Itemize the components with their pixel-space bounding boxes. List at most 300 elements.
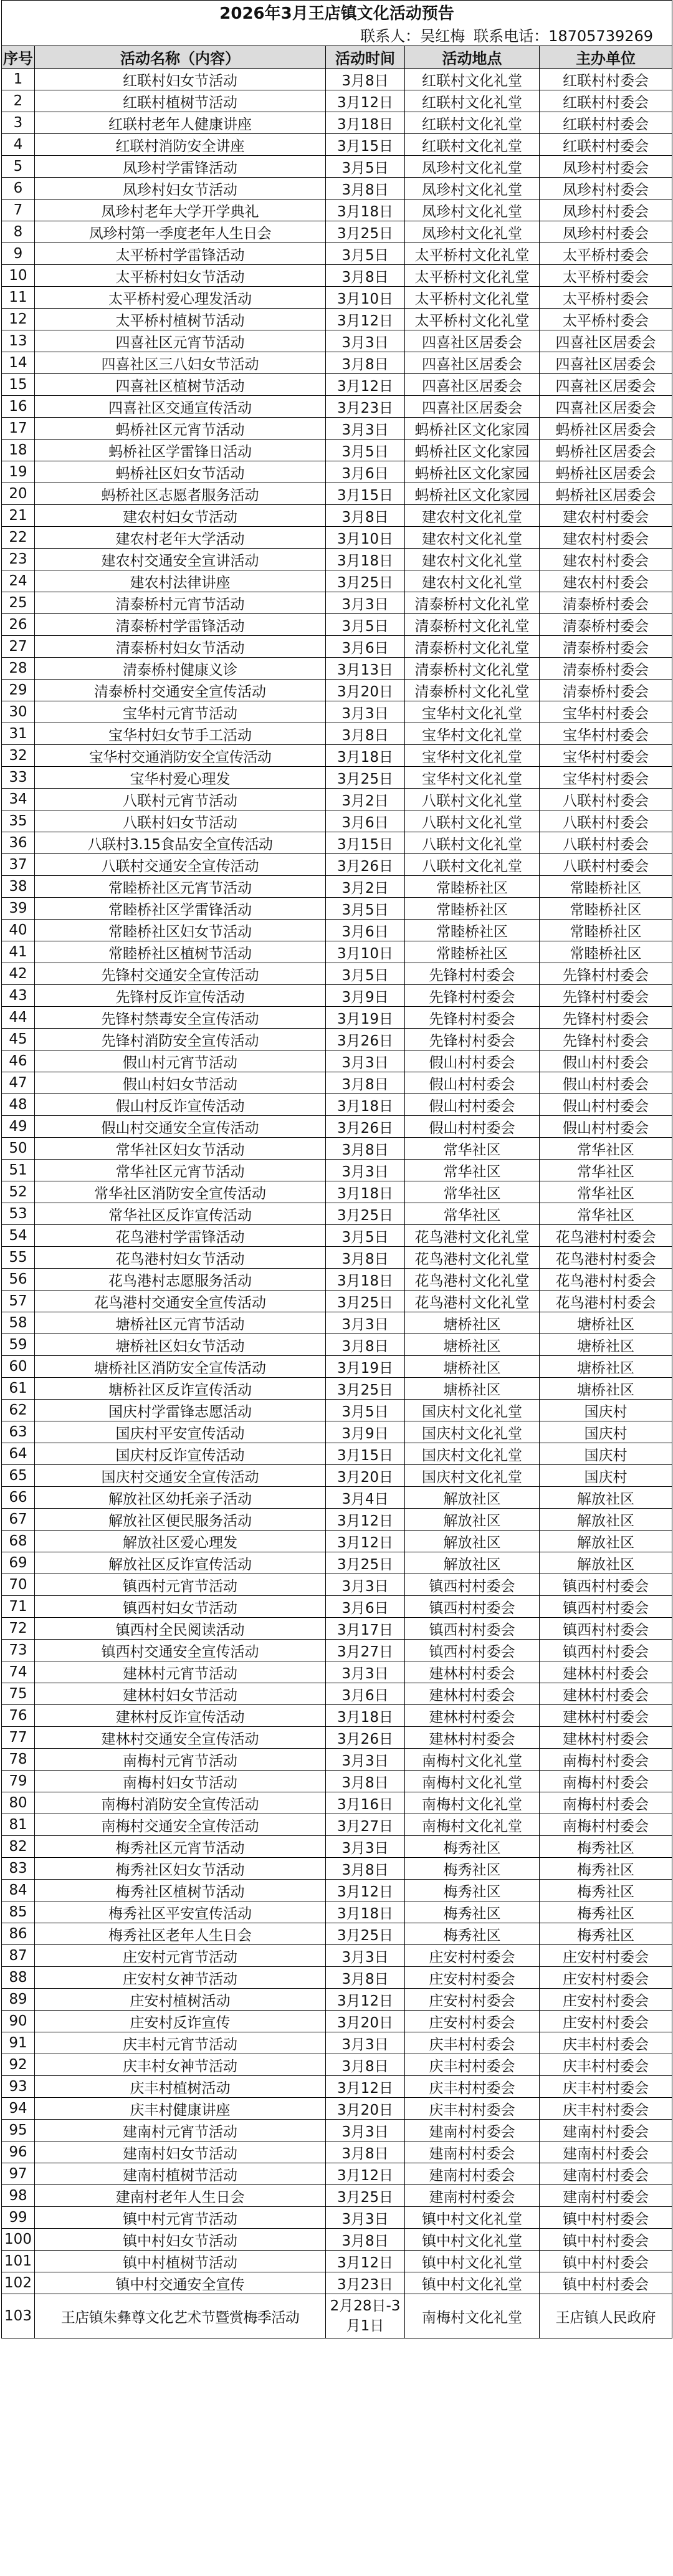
row-index: 11 (2, 287, 35, 309)
row-index: 46 (2, 1050, 35, 1072)
activity-organizer: 先锋村村委会 (540, 1029, 672, 1050)
table-row (2, 1421, 672, 1443)
row-index: 7 (2, 199, 35, 221)
table-row (2, 352, 672, 374)
activity-location: 红联村文化礼堂 (405, 90, 540, 112)
activity-time: 3月6日 (326, 920, 405, 941)
activity-name: 建林村元宵节活动 (35, 1661, 326, 1683)
activity-organizer: 建农村村委会 (540, 570, 672, 592)
activity-time: 2月28日-3月1日 (326, 2294, 405, 2338)
activity-time: 3月26日 (326, 1116, 405, 1138)
table-row (2, 2120, 672, 2141)
activity-name: 国庆村平安宣传活动 (35, 1421, 326, 1443)
row-index: 1 (2, 69, 35, 90)
activity-time: 3月25日 (326, 1290, 405, 1312)
activity-time: 3月3日 (326, 1661, 405, 1683)
activity-organizer: 庆丰村村委会 (540, 2098, 672, 2120)
activity-name: 建农村法律讲座 (35, 570, 326, 592)
row-index: 8 (2, 221, 35, 243)
activity-organizer: 建农村村委会 (540, 527, 672, 549)
activity-organizer: 八联村村委会 (540, 832, 672, 854)
row-index: 40 (2, 920, 35, 941)
table-row (2, 549, 672, 570)
activity-location: 假山村村委会 (405, 1094, 540, 1116)
activity-organizer: 王店镇人民政府 (540, 2294, 672, 2338)
activity-time: 3月3日 (326, 1312, 405, 1334)
activity-location: 八联村文化礼堂 (405, 789, 540, 810)
activity-time: 3月9日 (326, 985, 405, 1007)
activity-location: 太平桥村文化礼堂 (405, 309, 540, 330)
table-row (2, 1050, 672, 1072)
row-index: 49 (2, 1116, 35, 1138)
activity-name: 梅秀社区元宵节活动 (35, 1836, 326, 1858)
activity-location: 常华社区 (405, 1203, 540, 1225)
row-index: 90 (2, 2011, 35, 2032)
table-row (2, 941, 672, 963)
activity-name: 红联村妇女节活动 (35, 69, 326, 90)
table-row (2, 1225, 672, 1247)
table-row (2, 440, 672, 461)
activity-name: 宝华村爱心理发 (35, 767, 326, 789)
activity-name: 镇中村妇女节活动 (35, 2229, 326, 2251)
activity-location: 塘桥社区 (405, 1312, 540, 1334)
row-index: 92 (2, 2054, 35, 2076)
row-index: 54 (2, 1225, 35, 1247)
activity-organizer: 八联村村委会 (540, 854, 672, 876)
activity-organizer: 四喜社区居委会 (540, 330, 672, 352)
activity-organizer: 四喜社区居委会 (540, 396, 672, 418)
activity-organizer: 常华社区 (540, 1203, 672, 1225)
activity-location: 庆丰村村委会 (405, 2032, 540, 2054)
table-row (2, 156, 672, 178)
activity-name: 红联村老年人健康讲座 (35, 112, 326, 134)
activity-table (1, 0, 672, 2338)
activity-name: 凤珍村老年大学开学典礼 (35, 199, 326, 221)
row-index: 9 (2, 243, 35, 265)
activity-name: 庄安村反诈宣传 (35, 2011, 326, 2032)
activity-location: 凤珍村文化礼堂 (405, 156, 540, 178)
activity-location: 四喜社区居委会 (405, 374, 540, 396)
row-index: 62 (2, 1400, 35, 1421)
activity-name: 先锋村反诈宣传活动 (35, 985, 326, 1007)
activity-organizer: 镇中村村委会 (540, 2207, 672, 2229)
activity-location: 镇西村村委会 (405, 1574, 540, 1596)
activity-time: 3月26日 (326, 1727, 405, 1749)
column-header-index: 序号 (2, 46, 35, 69)
table-row (2, 1531, 672, 1552)
activity-time: 3月8日 (326, 2141, 405, 2163)
activity-location: 花鸟港村文化礼堂 (405, 1290, 540, 1312)
activity-name: 塘桥社区反诈宣传活动 (35, 1378, 326, 1400)
activity-organizer: 建南村村委会 (540, 2120, 672, 2141)
activity-name: 建农村老年大学活动 (35, 527, 326, 549)
activity-time: 3月20日 (326, 2011, 405, 2032)
activity-name: 国庆村学雷锋志愿活动 (35, 1400, 326, 1421)
activity-time: 3月26日 (326, 854, 405, 876)
activity-location: 南梅村文化礼堂 (405, 1749, 540, 1771)
activity-name: 花鸟港村交通安全宣传活动 (35, 1290, 326, 1312)
table-row (2, 570, 672, 592)
table-row (2, 1618, 672, 1640)
row-index: 61 (2, 1378, 35, 1400)
row-index: 31 (2, 723, 35, 745)
table-row (2, 1901, 672, 1923)
activity-location: 南梅村文化礼堂 (405, 1771, 540, 1792)
table-row (2, 2054, 672, 2076)
table-row (2, 1116, 672, 1138)
activity-time: 3月4日 (326, 1487, 405, 1509)
activity-time: 3月12日 (326, 2076, 405, 2098)
activity-name: 梅秀社区平安宣传活动 (35, 1901, 326, 1923)
activity-name: 凤珍村妇女节活动 (35, 178, 326, 199)
activity-location: 宝华村文化礼堂 (405, 745, 540, 767)
activity-name: 蚂桥社区元宵节活动 (35, 418, 326, 440)
activity-name: 建林村反诈宣传活动 (35, 1705, 326, 1727)
activity-name: 宝华村交通消防安全宣传活动 (35, 745, 326, 767)
activity-organizer: 庆丰村村委会 (540, 2076, 672, 2098)
row-index: 82 (2, 1836, 35, 1858)
activity-time: 3月3日 (326, 1945, 405, 1967)
activity-name: 国庆村交通安全宣传活动 (35, 1465, 326, 1487)
activity-location: 国庆村文化礼堂 (405, 1465, 540, 1487)
activity-location: 太平桥村文化礼堂 (405, 243, 540, 265)
activity-organizer: 常睦桥社区 (540, 898, 672, 920)
activity-name: 花鸟港村妇女节活动 (35, 1247, 326, 1269)
row-index: 32 (2, 745, 35, 767)
table-row (2, 1640, 672, 1661)
activity-organizer: 国庆村 (540, 1465, 672, 1487)
table-row (2, 1858, 672, 1880)
activity-time: 3月18日 (326, 1094, 405, 1116)
activity-location: 常睦桥社区 (405, 941, 540, 963)
table-row (2, 1160, 672, 1181)
row-index: 67 (2, 1509, 35, 1531)
row-index: 42 (2, 963, 35, 985)
activity-name: 清泰桥村元宵节活动 (35, 592, 326, 614)
table-row (2, 1400, 672, 1421)
activity-organizer: 先锋村村委会 (540, 1007, 672, 1029)
table-row (2, 1094, 672, 1116)
activity-location: 蚂桥社区文化家园 (405, 418, 540, 440)
activity-organizer: 镇西村村委会 (540, 1596, 672, 1618)
table-row (2, 1596, 672, 1618)
row-index: 39 (2, 898, 35, 920)
activity-time: 3月25日 (326, 1203, 405, 1225)
activity-name: 梅秀社区妇女节活动 (35, 1858, 326, 1880)
activity-location: 清泰桥村文化礼堂 (405, 592, 540, 614)
activity-name: 八联村元宵节活动 (35, 789, 326, 810)
activity-name: 镇西村元宵节活动 (35, 1574, 326, 1596)
activity-time: 3月3日 (326, 592, 405, 614)
activity-time: 3月25日 (326, 221, 405, 243)
activity-name: 塘桥社区消防安全宣传活动 (35, 1356, 326, 1378)
row-index: 14 (2, 352, 35, 374)
activity-organizer: 蚂桥社区居委会 (540, 461, 672, 483)
activity-name: 庆丰村植树活动 (35, 2076, 326, 2098)
activity-name: 蚂桥社区学雷锋日活动 (35, 440, 326, 461)
table-row (2, 614, 672, 636)
row-index: 73 (2, 1640, 35, 1661)
activity-name: 蚂桥社区志愿者服务活动 (35, 483, 326, 505)
activity-name: 假山村元宵节活动 (35, 1050, 326, 1072)
table-row (2, 1967, 672, 1989)
activity-location: 四喜社区居委会 (405, 352, 540, 374)
activity-location: 建农村文化礼堂 (405, 527, 540, 549)
activity-organizer: 解放社区 (540, 1487, 672, 1509)
table-row (2, 1509, 672, 1531)
activity-name: 建农村交通安全宣讲活动 (35, 549, 326, 570)
activity-time: 3月8日 (326, 1334, 405, 1356)
activity-time: 3月3日 (326, 1160, 405, 1181)
activity-organizer: 清泰桥村委会 (540, 680, 672, 701)
table-row (2, 418, 672, 440)
row-index: 78 (2, 1749, 35, 1771)
table-row (2, 963, 672, 985)
activity-organizer: 国庆村 (540, 1421, 672, 1443)
activity-name: 假山村反诈宣传活动 (35, 1094, 326, 1116)
row-index: 74 (2, 1661, 35, 1683)
table-row (2, 1334, 672, 1356)
row-index: 95 (2, 2120, 35, 2141)
row-index: 102 (2, 2272, 35, 2294)
activity-location: 假山村村委会 (405, 1050, 540, 1072)
activity-organizer: 南梅村村委会 (540, 1771, 672, 1792)
row-index: 43 (2, 985, 35, 1007)
activity-organizer: 太平桥村委会 (540, 243, 672, 265)
activity-location: 八联村文化礼堂 (405, 854, 540, 876)
table-row (2, 745, 672, 767)
table-body (2, 1, 672, 2338)
activity-time: 3月19日 (326, 1356, 405, 1378)
activity-location: 庄安村村委会 (405, 1967, 540, 1989)
activity-location: 凤珍村文化礼堂 (405, 221, 540, 243)
row-index: 100 (2, 2229, 35, 2251)
activity-organizer: 八联村村委会 (540, 810, 672, 832)
activity-organizer: 南梅村村委会 (540, 1749, 672, 1771)
table-row (2, 854, 672, 876)
activity-location: 常华社区 (405, 1138, 540, 1160)
table-row (2, 1661, 672, 1683)
row-index: 24 (2, 570, 35, 592)
activity-time: 3月12日 (326, 1989, 405, 2011)
activity-location: 国庆村文化礼堂 (405, 1421, 540, 1443)
table-row (2, 69, 672, 90)
row-index: 48 (2, 1094, 35, 1116)
table-row (2, 1836, 672, 1858)
activity-organizer: 假山村村委会 (540, 1116, 672, 1138)
table-row (2, 701, 672, 723)
table-row (2, 1181, 672, 1203)
activity-name: 常华社区反诈宣传活动 (35, 1203, 326, 1225)
activity-name: 解放社区便民服务活动 (35, 1509, 326, 1531)
table-row (2, 2294, 672, 2338)
activity-name: 四喜社区植树节活动 (35, 374, 326, 396)
table-row (2, 483, 672, 505)
table-row (2, 985, 672, 1007)
activity-location: 庄安村村委会 (405, 1945, 540, 1967)
activity-location: 建林村村委会 (405, 1705, 540, 1727)
activity-location: 梅秀社区 (405, 1880, 540, 1901)
row-index: 84 (2, 1880, 35, 1901)
table-row (2, 134, 672, 156)
activity-organizer: 镇中村村委会 (540, 2272, 672, 2294)
activity-name: 国庆村反诈宣传活动 (35, 1443, 326, 1465)
activity-name: 常睦桥社区元宵节活动 (35, 876, 326, 898)
activity-organizer: 庆丰村村委会 (540, 2032, 672, 2054)
activity-organizer: 先锋村村委会 (540, 963, 672, 985)
activity-location: 宝华村文化礼堂 (405, 701, 540, 723)
activity-time: 3月5日 (326, 243, 405, 265)
table-row (2, 1356, 672, 1378)
activity-time: 3月12日 (326, 374, 405, 396)
activity-name: 常华社区元宵节活动 (35, 1160, 326, 1181)
activity-time: 3月16日 (326, 1792, 405, 1814)
activity-location: 镇中村文化礼堂 (405, 2229, 540, 2251)
row-index: 81 (2, 1814, 35, 1836)
activity-organizer: 常睦桥社区 (540, 920, 672, 941)
activity-location: 红联村文化礼堂 (405, 69, 540, 90)
activity-location: 花鸟港村文化礼堂 (405, 1225, 540, 1247)
activity-location: 庆丰村村委会 (405, 2098, 540, 2120)
activity-time: 3月8日 (326, 723, 405, 745)
row-index: 3 (2, 112, 35, 134)
row-index: 50 (2, 1138, 35, 1160)
activity-time: 3月13日 (326, 658, 405, 680)
table-row (2, 723, 672, 745)
row-index: 18 (2, 440, 35, 461)
activity-organizer: 庆丰村村委会 (540, 2054, 672, 2076)
activity-organizer: 梅秀社区 (540, 1901, 672, 1923)
activity-organizer: 太平桥村委会 (540, 265, 672, 287)
contact-phone: 联系电话：18705739269 (474, 27, 654, 45)
activity-organizer: 国庆村 (540, 1400, 672, 1421)
activity-location: 蚂桥社区文化家园 (405, 440, 540, 461)
activity-organizer: 红联村村委会 (540, 90, 672, 112)
activity-location: 国庆村文化礼堂 (405, 1443, 540, 1465)
activity-location: 建农村文化礼堂 (405, 570, 540, 592)
activity-organizer: 镇中村村委会 (540, 2251, 672, 2272)
activity-name: 王店镇朱彝尊文化艺术节暨赏梅季活动 (35, 2294, 326, 2338)
activity-name: 花鸟港村志愿服务活动 (35, 1269, 326, 1290)
row-index: 25 (2, 592, 35, 614)
activity-name: 解放社区幼托亲子活动 (35, 1487, 326, 1509)
activity-organizer: 花鸟港村村委会 (540, 1225, 672, 1247)
activity-organizer: 花鸟港村村委会 (540, 1269, 672, 1290)
row-index: 22 (2, 527, 35, 549)
activity-location: 解放社区 (405, 1531, 540, 1552)
activity-name: 建南村老年人生日会 (35, 2185, 326, 2207)
row-index: 103 (2, 2294, 35, 2338)
activity-organizer: 南梅村村委会 (540, 1814, 672, 1836)
row-index: 98 (2, 2185, 35, 2207)
activity-location: 先锋村村委会 (405, 1007, 540, 1029)
row-index: 53 (2, 1203, 35, 1225)
row-index: 59 (2, 1334, 35, 1356)
activity-location: 蚂桥社区文化家园 (405, 461, 540, 483)
row-index: 51 (2, 1160, 35, 1181)
column-header-time: 活动时间 (326, 46, 405, 69)
row-index: 41 (2, 941, 35, 963)
activity-organizer: 建林村村委会 (540, 1727, 672, 1749)
activity-time: 3月25日 (326, 2185, 405, 2207)
activity-location: 宝华村文化礼堂 (405, 767, 540, 789)
activity-time: 3月2日 (326, 876, 405, 898)
activity-name: 太平桥村学雷锋活动 (35, 243, 326, 265)
activity-name: 镇西村妇女节活动 (35, 1596, 326, 1618)
activity-name: 四喜社区三八妇女节活动 (35, 352, 326, 374)
activity-name: 塘桥社区妇女节活动 (35, 1334, 326, 1356)
table-row (2, 90, 672, 112)
row-index: 70 (2, 1574, 35, 1596)
page-title: 2026年3月王店镇文化活动预告 (2, 1, 672, 24)
activity-location: 镇西村村委会 (405, 1640, 540, 1661)
activity-name: 梅秀社区植树节活动 (35, 1880, 326, 1901)
activity-name: 红联村消防安全讲座 (35, 134, 326, 156)
table-row (2, 1705, 672, 1727)
activity-time: 3月15日 (326, 483, 405, 505)
table-row (2, 2163, 672, 2185)
activity-name: 镇中村交通安全宣传 (35, 2272, 326, 2294)
activity-location: 国庆村文化礼堂 (405, 1400, 540, 1421)
activity-name: 太平桥村植树节活动 (35, 309, 326, 330)
activity-time: 3月12日 (326, 1509, 405, 1531)
activity-organizer: 庄安村村委会 (540, 1989, 672, 2011)
activity-location: 先锋村村委会 (405, 1029, 540, 1050)
activity-name: 花鸟港村学雷锋活动 (35, 1225, 326, 1247)
activity-time: 3月5日 (326, 898, 405, 920)
activity-organizer: 宝华村村委会 (540, 723, 672, 745)
activity-name: 庆丰村元宵节活动 (35, 2032, 326, 2054)
activity-location: 镇中村文化礼堂 (405, 2207, 540, 2229)
row-index: 19 (2, 461, 35, 483)
activity-time: 3月5日 (326, 156, 405, 178)
activity-time: 3月8日 (326, 265, 405, 287)
activity-time: 3月6日 (326, 636, 405, 658)
activity-organizer: 镇西村村委会 (540, 1618, 672, 1640)
activity-location: 凤珍村文化礼堂 (405, 199, 540, 221)
table-row (2, 1269, 672, 1290)
activity-time: 3月8日 (326, 1138, 405, 1160)
activity-name: 常华社区消防安全宣传活动 (35, 1181, 326, 1203)
activity-name: 镇中村植树节活动 (35, 2251, 326, 2272)
activity-location: 清泰桥村文化礼堂 (405, 658, 540, 680)
activity-name: 蚂桥社区妇女节活动 (35, 461, 326, 483)
activity-organizer: 假山村村委会 (540, 1050, 672, 1072)
row-index: 36 (2, 832, 35, 854)
title-row (2, 1, 672, 24)
activity-time: 3月25日 (326, 1923, 405, 1945)
activity-time: 3月12日 (326, 1880, 405, 1901)
activity-organizer: 镇西村村委会 (540, 1574, 672, 1596)
row-index: 56 (2, 1269, 35, 1290)
activity-name: 四喜社区交通宣传活动 (35, 396, 326, 418)
row-index: 87 (2, 1945, 35, 1967)
table-row (2, 1029, 672, 1050)
activity-location: 镇中村文化礼堂 (405, 2272, 540, 2294)
activity-name: 太平桥村妇女节活动 (35, 265, 326, 287)
activity-time: 3月3日 (326, 1749, 405, 1771)
activity-location: 南梅村文化礼堂 (405, 1792, 540, 1814)
activity-organizer: 建农村村委会 (540, 549, 672, 570)
activity-location: 镇西村村委会 (405, 1618, 540, 1640)
activity-organizer: 常睦桥社区 (540, 876, 672, 898)
table-row (2, 265, 672, 287)
activity-time: 3月3日 (326, 1050, 405, 1072)
activity-location: 清泰桥村文化礼堂 (405, 680, 540, 701)
row-index: 44 (2, 1007, 35, 1029)
activity-time: 3月5日 (326, 963, 405, 985)
activity-time: 3月15日 (326, 134, 405, 156)
